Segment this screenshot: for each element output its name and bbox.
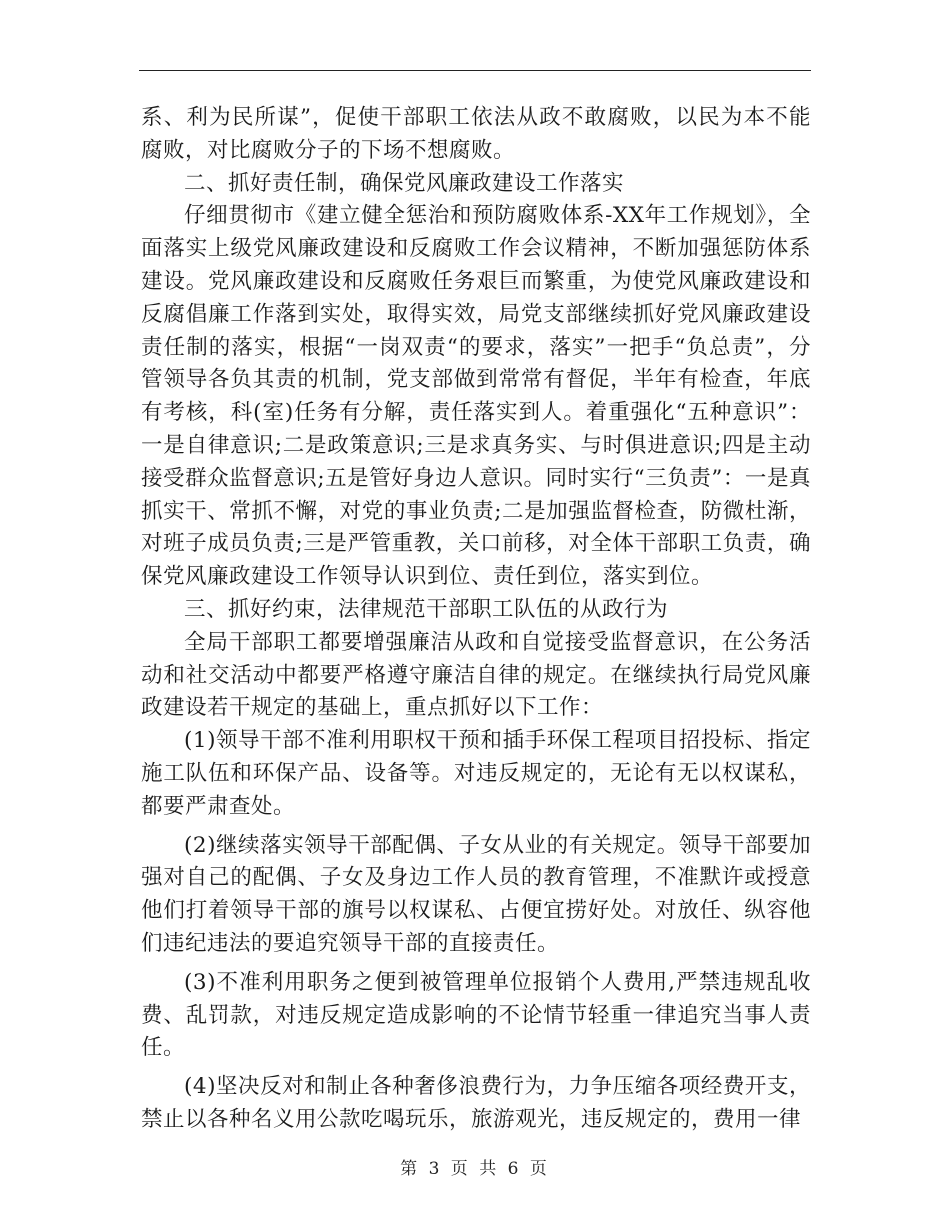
section-heading-2: 二、抓好责任制，确保党风廉政建设工作落实 xyxy=(184,170,625,196)
header-rule xyxy=(139,70,811,71)
list-item-3: (3)不准利用职务之便到被管理单位报销个人费用,严禁违规乱收费、乱罚款，对违反规定造成影响的不论情节轻重一律追究当事人责任。 xyxy=(141,969,811,1061)
document-body xyxy=(141,102,811,1137)
page-number: 第 3 页 共 6 页 xyxy=(400,1159,550,1179)
paragraph-body: 全局干部职工都要增强廉洁从政和自觉接受监督意识，在公务活动和社交活动中都要严格遵守廉洁自律的规定。在继续执行局党风廉政建设若干规定的基础上，重点抓好以下工作： xyxy=(141,629,811,721)
paragraph-body: 仔细贯彻市《建立健全惩治和预防腐败体系-XX年工作规划》，全面落实上级党风廉政建设和反腐败工作会议精神，不断加强惩防体系建设。党风廉政建设和反腐败任务艰巨而繁重，为使党风廉政建设和反腐倡廉工作落到实处，取得实效，局党支部继续抓好党风廉政建设责任制的落实，根据“一岗双责“的要求，落实”一把手“负总责”，分管领导各负其责的机制，党支部做到常常有督促，半年有检查，年底有考核，科(室)任务有分解，责任落实到人。着重强化“五种意识”：一是自律意识;二是政策意识;三是求真务实、与时俱进意识;四是主动接受群众监督意识;五是管好身边人意识。同时实行“三负责”：一是真抓实干、常抓不懈，对党的事业负责;二是加强监督检查，防微杜渐，对班子成员负责;三是严管重教，关口前移，对全体干部职工负责，确保党风廉政建设工作领导认识到位、责任到位，落实到位。 xyxy=(141,203,811,590)
paragraph-continuation: 系、利为民所谋”，促使干部职工依法从政不敢腐败，以民为本不能腐败，对比腐败分子的下场不想腐败。 xyxy=(141,105,811,163)
section-heading-3: 三、抓好约束，法律规范干部职工队伍的从政行为 xyxy=(184,596,669,622)
list-item-4: (4)坚决反对和制止各种奢侈浪费行为，力争压缩各项经费开支，禁止以各种名义用公款吃喝玩乐，旅游观光，违反规定的，费用一律 xyxy=(141,1074,811,1132)
list-item-2: (2)继续落实领导干部配偶、子女从业的有关规定。领导干部要加强对自己的配偶、子女及身边工作人员的教育管理，不准默许或授意他们打着领导干部的旗号以权谋私、占便宜捞好处。对放任、纵容他们违纪违法的要追究领导干部的直接责任。 xyxy=(141,832,811,956)
list-item-1: (1)领导干部不准利用职权干预和插手环保工程项目招投标、指定施工队伍和环保产品、设备等。对违反规定的，无论有无以权谋私，都要严肃查处。 xyxy=(141,728,811,819)
